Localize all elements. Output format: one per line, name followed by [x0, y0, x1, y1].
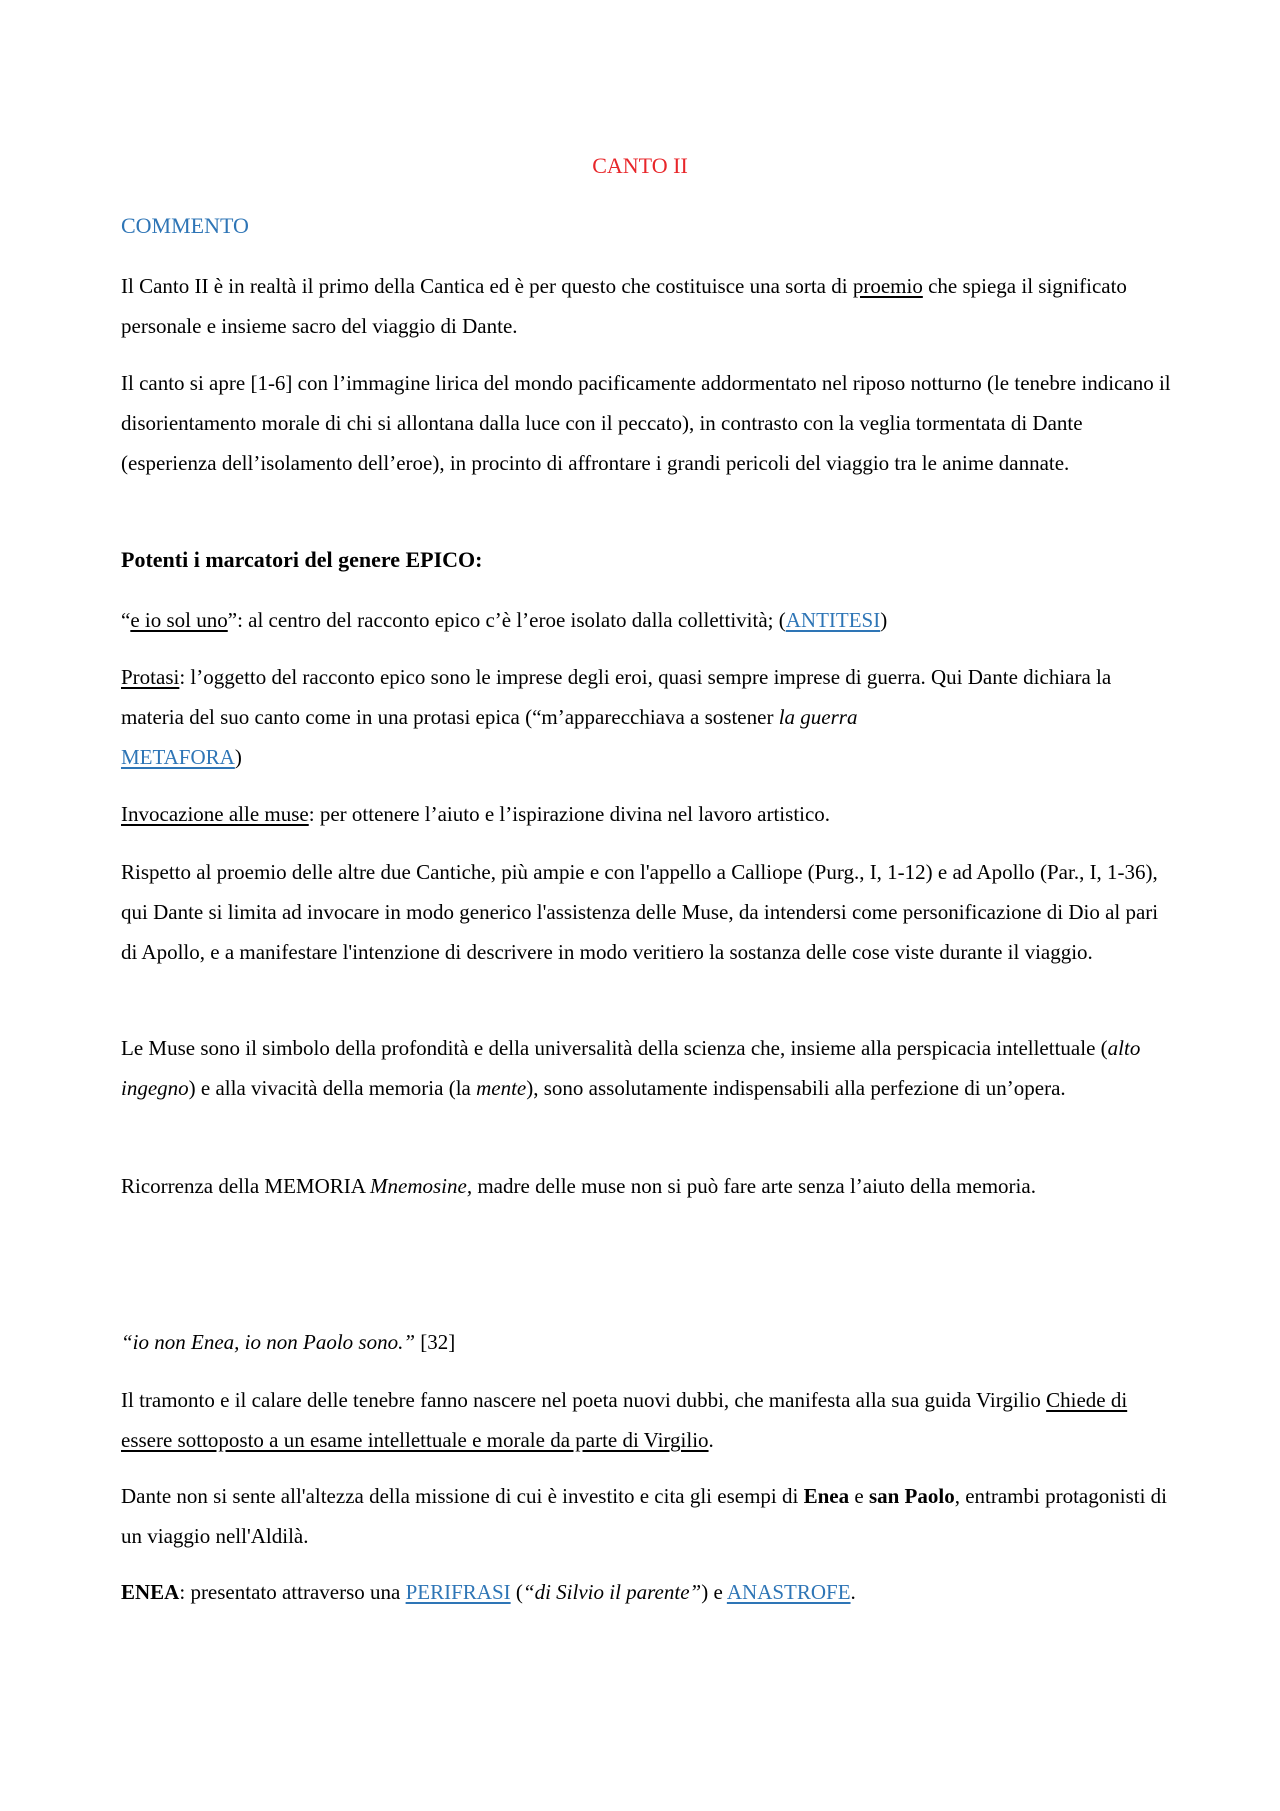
text: Il Canto II è in realtà il primo della Cantica ed è per questo che costituisce una sorta di: [121, 274, 853, 298]
text: .: [850, 1580, 856, 1604]
paragraph-antitesi: [121, 600, 1171, 640]
paragraph-dante: [121, 1476, 1171, 1556]
invocazione-term: Invocazione alle muse: [121, 802, 309, 826]
text: ), sono assolutamente indispensabili alla perfezione di un’opera.: [526, 1076, 1066, 1100]
text: , entrambi protagonisti di un viaggio nell'Aldilà.: [121, 1484, 1167, 1548]
quote-underlined: e io sol uno: [130, 608, 228, 632]
italic-text: alto ingegno: [121, 1036, 1141, 1100]
text: ) e alla vivacità della memoria (la: [188, 1076, 477, 1100]
bold-text: Enea: [803, 1484, 850, 1508]
text: ): [880, 608, 888, 632]
text: ”: al centro del racconto epico c’è l’eroe isolato dalla collettività; (: [227, 608, 786, 632]
italic-text: la guerra: [778, 705, 858, 729]
italic-quote: “io non Enea, io non Paolo sono.”: [121, 1330, 416, 1354]
bold-text: san Paolo: [868, 1484, 955, 1508]
section-subtitle: COMMENTO: [121, 213, 249, 238]
paragraph-rispetto: Rispetto al proemio delle altre due Cantiche, più ampie e con l'appello a Calliope (Purg., I, 1-12) e ad Apollo (Par., I, 1-36), qui Dante si limita ad invocare in modo generico l'assistenza delle Muse, da intendersi come personificazione di Dio al pari di Apollo, e a manifestare l'intenzione di descrivere in modo veritiero la sostanza delle cose viste durante il viaggio.: [121, 860, 1159, 964]
italic-text: “di Silvio il parente”: [522, 1580, 702, 1604]
underlined-text: Chiede di essere sottoposto a un esame intellettuale e morale da parte di Virgilio: [121, 1388, 1128, 1452]
text: : l’oggetto del racconto epico sono le imprese degli eroi, quasi sempre imprese di guerra. Qui Dante dichiara la materia del suo canto come in una protasi epica (“m’apparecchiava a sostener: [121, 665, 1112, 729]
text: Le Muse sono il simbolo della profondità e della universalità della scienza che, insieme alla perspicacia intellettuale (: [121, 1036, 1108, 1060]
paragraph-tramonto: [121, 1380, 1171, 1460]
italic-text: mente: [476, 1076, 527, 1100]
text: Il tramonto e il calare delle tenebre fanno nascere nel poeta nuovi dubbi, che manifesta alla sua guida Virgilio: [121, 1388, 1047, 1412]
paragraph-memoria: [121, 1166, 1171, 1206]
text: : per ottenere l’aiuto e l’ispirazione divina nel lavoro artistico.: [308, 802, 831, 826]
text: e: [849, 1484, 869, 1508]
italic-text: Mnemosine,: [370, 1174, 473, 1198]
anastrofe-link[interactable]: ANASTROFE: [726, 1580, 851, 1604]
paragraph-invocazione: [121, 794, 1171, 834]
protasi-term: Protasi: [121, 665, 180, 689]
text: Dante non si sente all'altezza della missione di cui è investito e cita gli esempi di: [121, 1484, 804, 1508]
text: Ricorrenza della MEMORIA: [121, 1174, 371, 1198]
paragraph-enea: [121, 1572, 1171, 1612]
perifrasi-link[interactable]: PERIFRASI: [405, 1580, 511, 1604]
paragraph-quote: [121, 1322, 1171, 1362]
paragraph-muse: [121, 1028, 1171, 1108]
proemio-term: proemio: [852, 274, 923, 298]
antitesi-link[interactable]: ANTITESI: [785, 608, 881, 632]
metafora-link[interactable]: METAFORA: [121, 745, 235, 769]
paragraph-intro: [121, 266, 1171, 346]
text: madre delle muse non si può fare arte senza l’aiuto della memoria.: [472, 1174, 1036, 1198]
text: (: [510, 1580, 523, 1604]
text: “: [121, 608, 131, 632]
text: che spiega il significato personale e insieme sacro del viaggio di Dante.: [121, 274, 1127, 338]
text: ) e: [701, 1580, 727, 1604]
bold-text: ENEA: [121, 1580, 180, 1604]
paragraph-opening: Il canto si apre [1-6] con l’immagine lirica del mondo pacificamente addormentato nel riposo notturno (le tenebre indicano il disorientamento morale di chi si allontana dalla luce con il peccato), in contrasto con la veglia tormentata di Dante (esperienza dell’isolamento dell’eroe), in procinto di affrontare i grandi pericoli del viaggio tra le anime dannate.: [121, 371, 1171, 475]
text: ): [234, 745, 242, 769]
page-title: CANTO II: [592, 153, 688, 178]
verse-reference: [32]: [415, 1330, 456, 1354]
paragraph-protasi: [121, 657, 1171, 777]
text: : presentato attraverso una: [179, 1580, 406, 1604]
section-heading: Potenti i marcatori del genere EPICO:: [121, 547, 483, 572]
text: .: [708, 1428, 714, 1452]
